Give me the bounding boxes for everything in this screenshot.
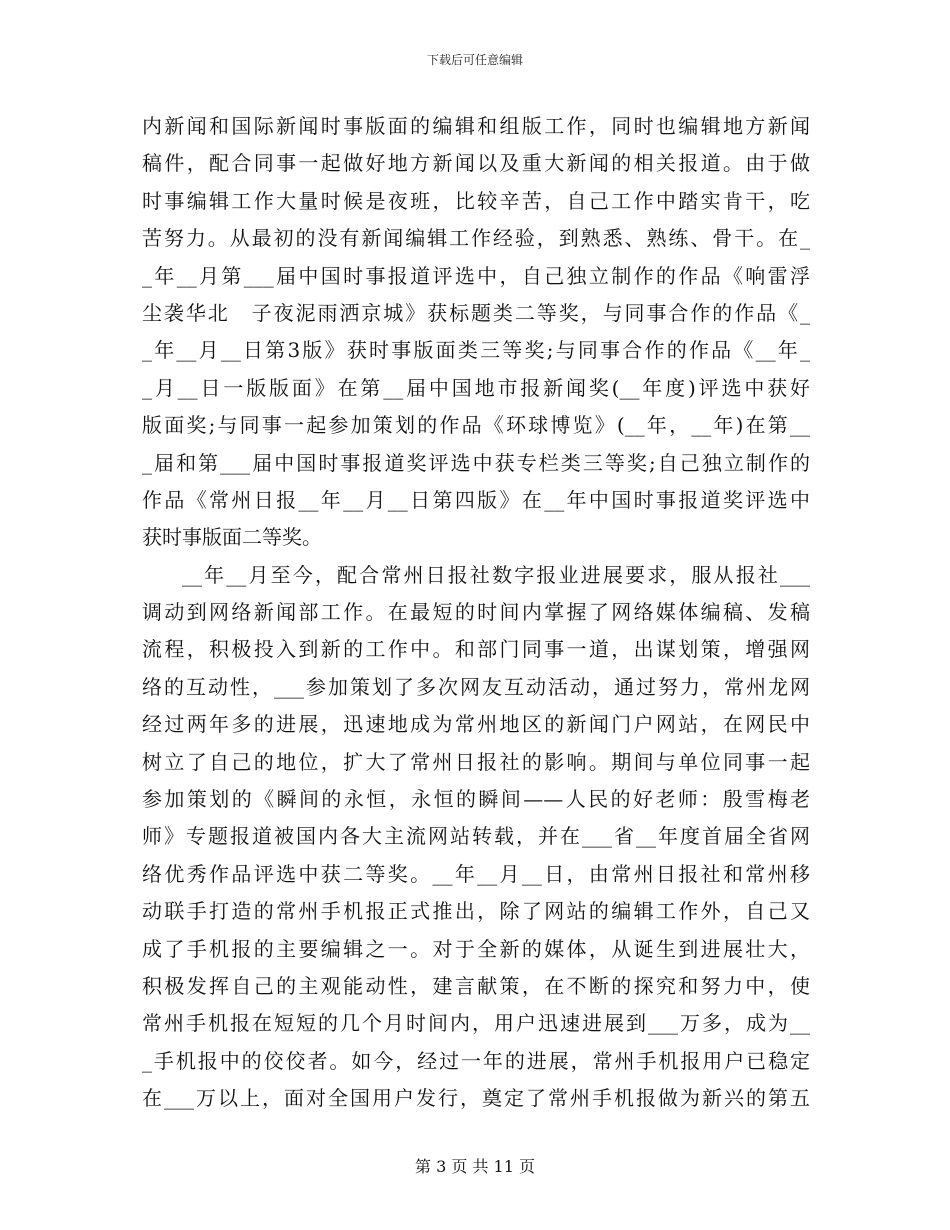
text-line: 版面奖;与同事一起参加策划的作品《环球博览》(__年，__年)在第__: [142, 413, 810, 438]
page-number: 第 3 页 共 11 页: [415, 1157, 535, 1176]
text-line: _手机报中的佼佼者。如今，经过一年的进展，常州手机报用户已稳定: [142, 1048, 810, 1073]
text-line: 作品《常州日报__年__月__日第四版》在__年中国时事报道奖评选中: [142, 487, 810, 512]
text-line: 尘袭华北 子夜泥雨洒京城》获标题类二等奖，与同事合作的作品《_: [142, 300, 810, 325]
text-line: 积极发挥自己的主观能动性，建言献策，在不断的探究和努力中，使: [142, 973, 810, 998]
text-line: 参加策划的《瞬间的永恒，永恒的瞬间——人民的好老师：殷雪梅老: [142, 787, 810, 812]
text-line: 成了手机报的主要编辑之一。对于全新的媒体，从诞生到进展壮大，: [142, 936, 810, 961]
text-line: 经过两年多的进展，迅速地成为常州地区的新闻门户网站，在网民中: [142, 712, 810, 737]
text-line: 动联手打造的常州手机报正式推出，除了网站的编辑工作外，自己又: [142, 899, 810, 924]
text-line: 树立了自己的地位，扩大了常州日报社的影响。期间与单位同事一起: [142, 749, 810, 774]
text-line: 常州手机报在短短的几个月时间内，用户迅速进展到___万多，成为__: [142, 1011, 810, 1036]
text-line: _年__月__日第3版》获时事版面类三等奖;与同事合作的作品《__年_: [142, 338, 810, 363]
text-line: 络的互动性，___参加策划了多次网友互动活动，通过努力，常州龙网: [142, 674, 810, 699]
text-line-paragraph-start: __年__月至今，配合常州日报社数字报业进展要求，服从报社___: [182, 562, 810, 587]
text-line: 内新闻和国际新闻时事版面的编辑和组版工作，同时也编辑地方新闻: [142, 114, 810, 138]
text-line: 调动到网络新闻部工作。在最短的时间内掌握了网络媒体编稿、发稿: [142, 600, 810, 625]
text-line: _届和第___届中国时事报道奖评选中获专栏类三等奖;自己独立制作的: [142, 450, 810, 475]
text-line: 络优秀作品评选中获二等奖。__年__月__日，由常州日报社和常州移: [142, 861, 810, 886]
text-line: 师》专题报道被国内各大主流网站转载，并在___省__年度首届全省网: [142, 824, 810, 849]
text-line: 在___万以上，面对全国用户发行，奠定了常州手机报做为新兴的第五: [142, 1086, 810, 1111]
text-line: 苦努力。从最初的没有新闻编辑工作经验，到熟悉、熟练、骨干。在_: [142, 226, 810, 251]
text-line-paragraph-end: 获时事版面二等奖。: [142, 525, 322, 550]
text-line: 流程，积极投入到新的工作中。和部门同事一道，出谋划策，增强网: [142, 637, 810, 662]
text-line: 稿件，配合同事一起做好地方新闻以及重大新闻的相关报道。由于做: [142, 151, 810, 176]
page-header: 下载后可任意编辑: [426, 53, 523, 67]
text-line: 时事编辑工作大量时候是夜班，比较辛苦，自己工作中踏实肯干，吃: [142, 188, 810, 213]
document-body: [142, 108, 810, 1118]
text-line: _月__日一版版面》在第__届中国地市报新闻奖(__年度)评选中获好: [142, 375, 810, 400]
text-line: _年__月第___届中国时事报道评选中，自己独立制作的作品《响雷浮: [142, 263, 810, 288]
